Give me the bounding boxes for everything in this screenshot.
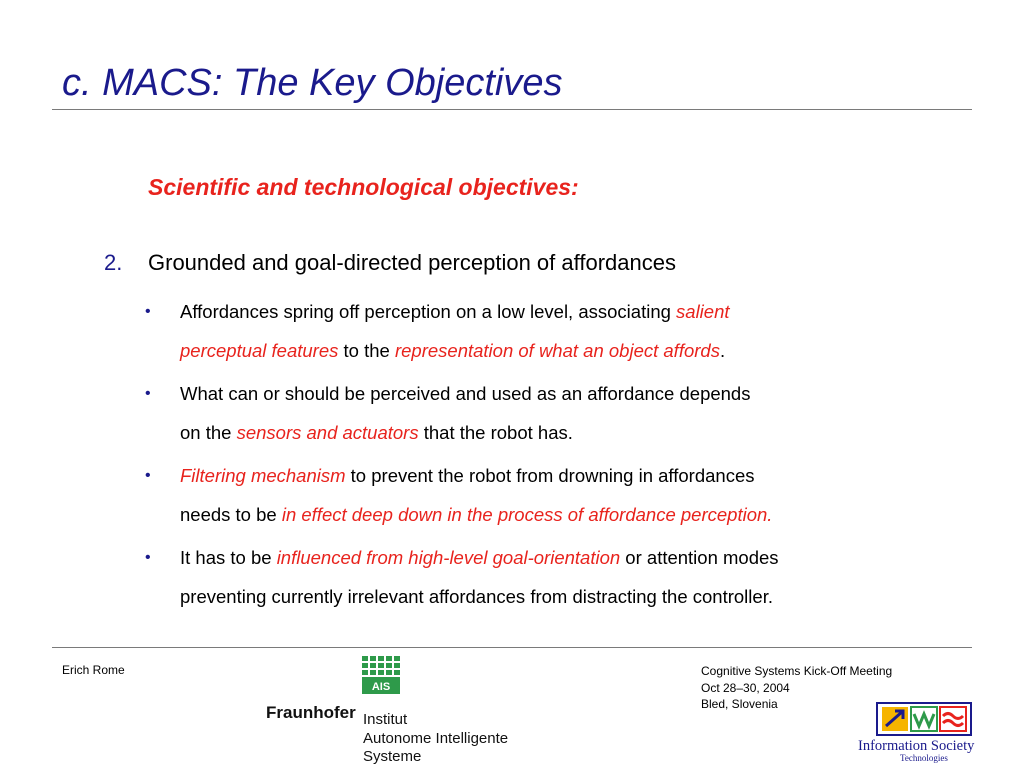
footer-event-info	[701, 663, 892, 713]
highlight-text: sensors and actuators	[236, 422, 419, 443]
body-text: preventing currently irrelevant affordances from distracting the controller.	[180, 586, 773, 607]
body-text: to the	[338, 340, 395, 361]
bullet-marker: •	[145, 303, 151, 320]
bullet-line	[180, 495, 945, 534]
bullet-line	[180, 331, 945, 370]
ist-logo-text: Information Society	[858, 738, 975, 754]
bullet-marker: •	[145, 385, 151, 402]
body-text: .	[719, 340, 726, 361]
fraunhofer-wordmark: Fraunhofer	[266, 703, 356, 722]
bullet-marker: •	[145, 549, 151, 566]
institute-line-1: Institut	[363, 711, 408, 728]
ais-logo-text: AIS	[371, 681, 391, 693]
body-text: that the robot has.	[418, 422, 573, 443]
bullet-item	[145, 374, 945, 452]
bullet-line	[180, 456, 945, 495]
body-text: needs to be	[180, 504, 282, 525]
highlight-text: representation of what an object affords	[394, 340, 720, 361]
bullet-line	[180, 292, 945, 331]
body-text: to prevent the robot from drowning in affordances	[345, 465, 755, 486]
institute-line-3: Systeme	[363, 748, 422, 765]
bullet-list	[145, 292, 945, 620]
bullet-marker: •	[145, 467, 151, 484]
slide-title: c. MACS: The Key Objectives	[62, 62, 563, 104]
bullet-line	[180, 538, 945, 577]
event-location: Bled, Slovenia	[701, 697, 778, 711]
ist-logo-icon	[876, 702, 972, 736]
highlight-text: perceptual features	[180, 340, 339, 361]
bullet-item	[145, 456, 945, 534]
institute-name	[363, 711, 508, 767]
highlight-text: salient	[676, 301, 730, 322]
item-text: Grounded and goal-directed perception of affordances	[148, 250, 676, 275]
bullet-line	[180, 413, 945, 452]
ist-logo-subtext: Technologies	[900, 753, 948, 763]
ais-logo-icon	[362, 656, 402, 694]
body-text: Affordances spring off perception on a low level, associating	[180, 301, 677, 322]
event-name: Cognitive Systems Kick-Off Meeting	[701, 664, 893, 678]
bullet-item	[145, 292, 945, 370]
body-text: What can or should be perceived and used as an affordance depends	[180, 383, 751, 404]
body-text: or attention modes	[620, 547, 779, 568]
bullet-item	[145, 538, 945, 616]
highlight-text: in effect deep down in the process of affordance perception.	[281, 504, 773, 525]
footer-author: Erich Rome	[62, 663, 125, 677]
institute-line-2: Autonome Intelligente	[363, 729, 509, 747]
section-subtitle: Scientific and technological objectives:	[148, 174, 579, 200]
title-divider	[52, 109, 972, 110]
highlight-text: influenced from high-level goal-orientation	[276, 547, 621, 568]
highlight-text: Filtering mechanism	[180, 465, 346, 486]
body-text: It has to be	[180, 547, 277, 568]
bullet-line	[180, 374, 945, 413]
item-number: 2.	[104, 250, 123, 275]
event-date: Oct 28–30, 2004	[701, 680, 790, 695]
footer-divider	[52, 647, 972, 648]
bullet-line	[180, 577, 945, 616]
body-text: on the	[180, 422, 237, 443]
